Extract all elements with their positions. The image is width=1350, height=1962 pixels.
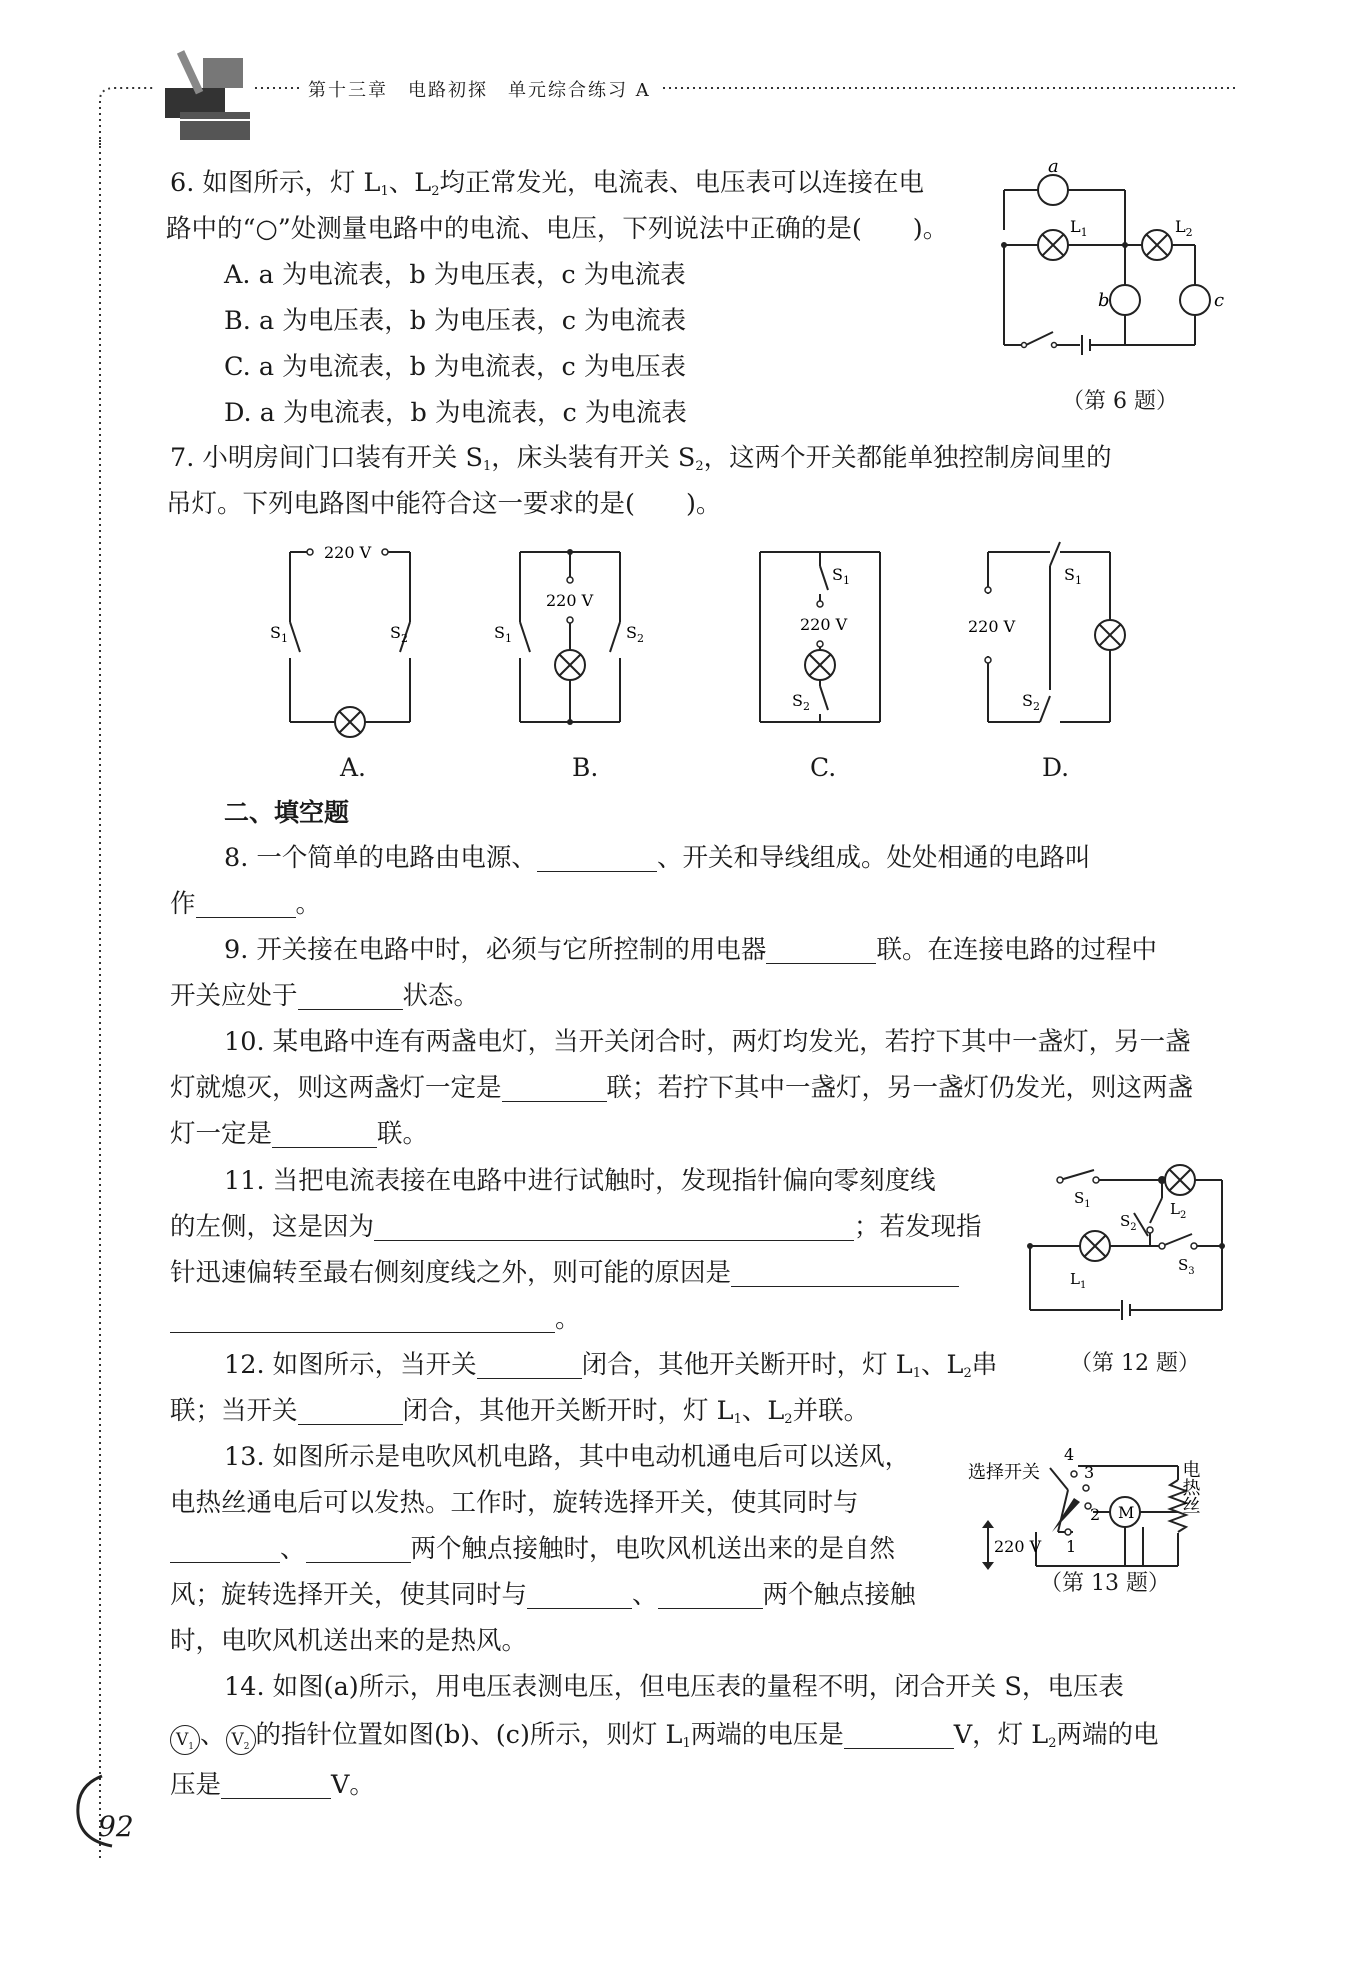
question-13-lines: 电热丝通电后可以发热。工作时，旋转选择开关，使其同时与 、 两个触点接触时，电吹风机送出来的是自然 风；旋转选择开关，使其同时与 、 两个触点接触 时，电吹风机送出来的是热风。 <box>170 1488 916 1656</box>
q7d-voltage-label: 220 V <box>968 617 1016 636</box>
question-12: 12. 如图所示，当开关 闭合，其他开关断开时，灯 $L_1$、$L_2$串 <box>224 1350 998 1381</box>
q7a-voltage-label: 220 V <box>324 543 372 562</box>
q13-blank-4[interactable] <box>658 1578 763 1609</box>
q6-option-c: C. a 为电流表，b 为电流表，c 为电压表 <box>224 352 686 382</box>
q10-blank-1[interactable] <box>502 1071 607 1102</box>
question-10-line2: 灯就熄灭，则这两盏灯一定是 联；若拧下其中一盏灯，另一盏灯仍发光，则这两盏 灯一定是 联。 <box>170 1073 1194 1149</box>
question-9-line2: 开关应处于 状态。 <box>170 981 480 1011</box>
q13-point-4: 4 <box>1064 1445 1075 1464</box>
q14-blank-1[interactable] <box>844 1718 954 1749</box>
question-14-line3: 压是 V。 <box>170 1770 375 1800</box>
q13-caption: （第 13 题） <box>1040 1571 1170 1596</box>
q7-option-label-b: B. <box>572 753 599 782</box>
q7b-label-S2: $S_2$ <box>626 623 644 645</box>
q7-option-label-c: C. <box>810 753 837 782</box>
q12-caption: （第 12 题） <box>1070 1351 1200 1376</box>
q6-label-L1: $L_1$ <box>1070 217 1088 239</box>
section-heading-fill-in: 二、填空题 <box>224 798 350 827</box>
q12-label-S1: $S_1$ <box>1074 1189 1091 1210</box>
question-11-lines: 的左侧，这是因为 ；若发现指 针迅速偏转至最右侧刻度线之外，则可能的原因是 。 <box>170 1212 982 1334</box>
q6-label-a: a <box>1048 160 1059 177</box>
q7b-voltage-label: 220 V <box>546 591 594 610</box>
q7a-label-S1: $S_1$ <box>270 623 288 645</box>
question-6-options <box>224 252 924 436</box>
margin-dotted-line <box>95 140 105 1860</box>
q12-label-S3: $S_3$ <box>1178 1256 1195 1277</box>
q13-motor-label: M <box>1118 1503 1135 1522</box>
q13-point-1: 1 <box>1066 1537 1077 1556</box>
q13-blank-1[interactable] <box>170 1532 280 1563</box>
q6-option-b: B. a 为电压表，b 为电压表，c 为电流表 <box>224 306 687 336</box>
q7-option-label-d: D. <box>1042 753 1070 782</box>
q7a-label-S2: $S_2$ <box>390 623 408 645</box>
q9-blank-1[interactable] <box>766 933 876 964</box>
q14-blank-2[interactable] <box>221 1768 331 1799</box>
q13-blank-3[interactable] <box>527 1578 632 1609</box>
q12-blank-2[interactable] <box>298 1394 403 1425</box>
question-14-line2: $V_1$ 、 $V_2$ 的指针位置如图(b)、(c)所示，则灯 $L_1$两端的电压是 V，灯 $L_2$两端的电 <box>170 1712 1230 1767</box>
q13-point-2: 2 <box>1090 1505 1101 1524</box>
q6-option-a: A. a 为电流表，b 为电压表，c 为电流表 <box>224 260 686 290</box>
q7-option-label-a: A. <box>340 753 367 782</box>
q12-label-L1: $L_1$ <box>1070 1270 1087 1291</box>
q8-blank-1[interactable] <box>537 841 657 872</box>
q13-point-3: 3 <box>1084 1463 1095 1482</box>
question-12-line2: 联；当开关 闭合，其他开关断开时，灯 $L_1$、$L_2$并联。 <box>170 1396 870 1427</box>
question-8: 8. 一个简单的电路由电源、 、开关和导线组成。处处相通的电路叫 <box>224 843 1091 873</box>
q13-switch-label: 选择开关 <box>968 1462 1040 1483</box>
q7d-label-S1: $S_1$ <box>1064 565 1082 587</box>
q11-blank-3[interactable] <box>170 1302 555 1333</box>
q7b-label-S1: $S_1$ <box>494 623 512 645</box>
q12-blank-1[interactable] <box>477 1348 582 1379</box>
q13-blank-2[interactable] <box>306 1532 411 1563</box>
q6-label-b: b <box>1098 290 1110 311</box>
header-chapter: 第十三章 <box>308 80 388 101</box>
q11-blank-1[interactable] <box>374 1210 854 1241</box>
q12-circuit-diagram <box>1022 1158 1232 1328</box>
q7-circuit-diagrams <box>270 540 1170 740</box>
q8-blank-2[interactable] <box>196 887 296 918</box>
question-9: 9. 开关接在电路中时，必须与它所控制的用电器 联。在连接电路的过程中 <box>224 935 1157 965</box>
q12-label-L2: $L_2$ <box>1170 1200 1187 1221</box>
q13-voltage-label: 220 V <box>994 1537 1042 1556</box>
q6-option-d: D. a 为电流表，b 为电流表，c 为电流表 <box>224 398 687 428</box>
q6-circuit-diagram <box>990 160 1230 360</box>
q7c-voltage-label: 220 V <box>800 615 848 634</box>
header-section: 单元综合练习 A <box>508 80 651 101</box>
question-11: 11. 当把电流表接在电路中进行试触时，发现指针偏向零刻度线 <box>224 1166 936 1196</box>
q7c-label-S1: $S_1$ <box>832 565 850 587</box>
question-7-line2: 吊灯。下列电路图中能符合这一要求的是( )。 <box>166 489 722 519</box>
books-logo-icon <box>165 50 250 140</box>
question-13: 13. 如图所示是电吹风机电路，其中电动机通电后可以送风， <box>224 1442 911 1472</box>
header-decoration <box>95 40 1235 150</box>
running-header <box>300 76 659 102</box>
q11-blank-2[interactable] <box>731 1256 959 1287</box>
voltmeter-v2-symbol: $V_2$ <box>226 1725 256 1755</box>
question-6-line2: 路中的“○”处测量电路中的电流、电压，下列说法中正确的是( )。 <box>166 214 949 244</box>
question-8-line2: 作 。 <box>170 889 322 919</box>
q13-heater-label: 电热丝 <box>1179 1460 1201 1514</box>
q6-label-L2: $L_2$ <box>1175 217 1193 239</box>
q7d-label-S2: $S_2$ <box>1022 691 1040 713</box>
q6-label-c: c <box>1214 290 1225 311</box>
page-number: 92 <box>98 1810 134 1843</box>
q7c-label-S2: $S_2$ <box>792 691 810 713</box>
question-14: 14. 如图(a)所示，用电压表测电压，但电压表的量程不明，闭合开关 S，电压表 <box>224 1672 1124 1702</box>
header-topic: 电路初探 <box>408 80 488 101</box>
q9-blank-2[interactable] <box>298 979 403 1010</box>
q12-label-S2: $S_2$ <box>1120 1212 1137 1233</box>
voltmeter-v1-symbol: $V_1$ <box>170 1725 200 1755</box>
q10-blank-2[interactable] <box>272 1117 377 1148</box>
q6-caption: （第 6 题） <box>1062 389 1178 414</box>
question-6: 6. 如图所示，灯 $L_1$、$L_2$均正常发光，电流表、电压表可以连接在电 <box>170 168 924 199</box>
question-7: 7. 小明房间门口装有开关 $S_1$，床头装有开关 $S_2$，这两个开关都能单独控制房间里的 <box>170 443 1112 474</box>
question-10: 10. 某电路中连有两盏电灯，当开关闭合时，两灯均发光，若拧下其中一盏灯，另一盏 <box>224 1027 1191 1057</box>
